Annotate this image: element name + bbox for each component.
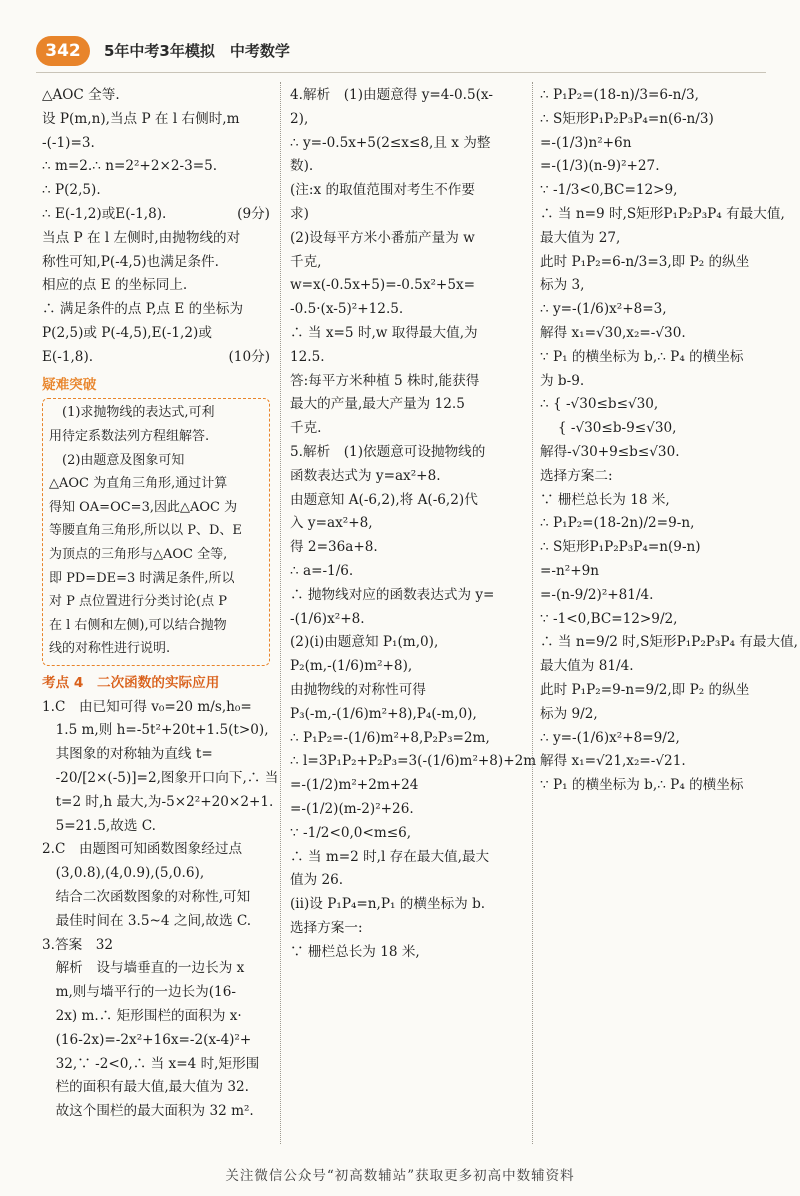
text-line (290, 251, 526, 275)
line-text: ∴ 满足条件的点 P,点 E 的坐标为 (42, 301, 244, 318)
line-text: 数). (290, 158, 314, 175)
line-text: 1.C 由已知可得 v₀=20 m/s,h₀= (42, 698, 252, 715)
text-line (42, 227, 270, 251)
line-text: P(2,5)或 P(-4,5),E(-1,2)或 (42, 324, 212, 341)
text-line (49, 472, 263, 496)
text-line (290, 108, 526, 132)
line-text: 1.5 m,则 h=-5t²+20t+1.5(t>0), (42, 722, 269, 739)
page-header (0, 0, 800, 72)
line-text: (2)(i)由题意知 P₁(m,0), (290, 634, 439, 651)
line-text: =-(1/3)n²+6n (540, 134, 632, 151)
text-line (540, 108, 776, 132)
text-line (290, 703, 526, 727)
text-line (540, 512, 776, 536)
text-line (290, 869, 526, 893)
line-text: 即 PD=DE=3 时满足条件,所以 (49, 570, 235, 586)
score-mark: (10分) (228, 348, 270, 365)
text-line (42, 838, 270, 862)
text-line (290, 798, 526, 822)
line-text: E(-1,8). (42, 348, 94, 365)
text-line (540, 441, 776, 465)
line-text: 2), (290, 110, 309, 127)
text-line (540, 322, 776, 346)
line-text: 千克. (290, 420, 322, 437)
line-text: -20/[2×(-5)]=2,图象开口向下,∴ 当 (42, 770, 279, 787)
text-line (290, 584, 526, 608)
line-text: 解析 设与墙垂直的一边长为 x (42, 960, 245, 977)
line-text: ∴ m=2.∴ n=2²+2×2-3=5. (42, 158, 218, 175)
line-text: 解得 x₁=√21,x₂=-√21. (540, 753, 686, 770)
line-text: ∵ P₁ 的横坐标为 b,∴ P₄ 的横坐标 (540, 777, 744, 794)
line-text: ∵ 栅栏总长为 18 米, (540, 491, 670, 508)
text-line (49, 401, 263, 425)
text-line (540, 393, 776, 417)
line-text: m,则与墙平行的一边长为(16- (42, 984, 236, 1001)
column-divider (532, 82, 533, 1144)
text-line (290, 655, 526, 679)
text-line (540, 227, 776, 251)
line-text: ∵ -1/3<0,BC=12>9, (540, 182, 678, 199)
line-text: 其图象的对称轴为直线 t= (42, 746, 213, 763)
text-line (42, 251, 270, 275)
book-title: 5年中考3年模拟 中考数学 (104, 42, 290, 60)
line-text: 标为 9/2, (540, 705, 598, 722)
line-text: (ii)设 P₁P₄=n,P₁ 的横坐标为 b. (290, 896, 486, 913)
text-line (290, 322, 526, 346)
line-text: =-(1/2)(m-2)²+26. (290, 800, 414, 817)
line-text: (2)设每平方米小番茄产量为 w (290, 229, 475, 246)
line-text: 4.解析 (1)由题意得 y=4-0.5(x- (290, 87, 493, 103)
line-text: 用待定系数法列方程组解答. (49, 428, 210, 444)
line-text: 故这个围栏的最大面积为 32 m². (42, 1103, 254, 1120)
hint-title: 疑难突破 (42, 376, 97, 393)
line-text: 5.解析 (1)依题意可设抛物线的 (290, 443, 486, 460)
text-line (42, 743, 270, 767)
line-text: =-(1/2)m²+2m+24 (290, 777, 419, 794)
text-line (49, 567, 263, 591)
line-text: ∴ 当 m=2 时,l 存在最大值,最大 (290, 848, 490, 865)
line-text: 栏的面积有最大值,最大值为 32. (42, 1079, 249, 1096)
line-text: { -√30≤b-9≤√30, (540, 420, 677, 437)
text-line (290, 393, 526, 417)
text-line (290, 512, 526, 536)
text-line (42, 1029, 270, 1053)
text-line (290, 750, 537, 774)
text-line (290, 893, 526, 917)
text-line (290, 727, 526, 751)
line-text: 标为 3, (540, 277, 585, 294)
text-line (42, 1100, 270, 1124)
line-text: =-n²+9n (540, 562, 599, 579)
line-text: 12.5. (290, 348, 325, 365)
line-text: 由题意知 A(-6,2),将 A(-6,2)代 (290, 491, 478, 508)
line-text: (16-2x)=-2x²+16x=-2(x-4)²+ (42, 1031, 252, 1048)
line-text: ∴ y=-0.5x+5(2≤x≤8,且 x 为整 (290, 134, 491, 151)
text-line (42, 132, 270, 156)
line-text: ∴ l=3P₁P₂+P₂P₃=3(-(1/6)m²+8)+2m (290, 753, 537, 770)
line-text: 线的对称性进行说明. (49, 641, 171, 657)
line-text: ∴ 当 x=5 时,w 取得最大值,为 (290, 324, 478, 341)
text-line (49, 425, 263, 449)
section-heading: 考点 4 二次函数的实际应用 (42, 674, 220, 691)
column-right (540, 84, 798, 798)
text-line (290, 417, 526, 441)
text-line (290, 441, 526, 465)
line-text: (1)求抛物线的表达式,可利 (49, 405, 215, 421)
text-line (42, 298, 270, 322)
line-text: ∴ P₁P₂=(18-2n)/2=9-n, (540, 515, 695, 532)
text-line (49, 543, 263, 567)
header-rule (36, 72, 766, 73)
text-line (540, 346, 776, 370)
text-line (540, 584, 776, 608)
line-text: 得知 OA=OC=3,因此△AOC 为 (49, 499, 238, 515)
column-divider (280, 82, 281, 1144)
line-text: 当点 P 在 l 左侧时,由抛物线的对 (42, 229, 241, 246)
line-text: ∵ 栅栏总长为 18 米, (290, 943, 420, 960)
line-text: 此时 P₁P₂=6-n/3=3,即 P₂ 的纵坐 (540, 253, 750, 270)
line-text: 解得 x₁=√30,x₂=-√30. (540, 324, 686, 341)
line-text: ∵ -1<0,BC=12>9/2, (540, 610, 678, 627)
text-line (540, 750, 776, 774)
line-text: ∵ -1/2<0,0<m≤6, (290, 824, 412, 841)
text-line (290, 346, 526, 370)
line-text: t=2 时,h 最大,为-5×2²+20×2+1. (42, 793, 274, 810)
line-text: 等腰直角三角形,所以以 P、D、E (49, 523, 242, 539)
line-text: -(1/6)x²+8. (290, 610, 365, 627)
score-mark: (9分) (237, 205, 270, 222)
text-line (49, 519, 263, 543)
line-text: 选择方案二: (540, 467, 613, 484)
line-text: 函数表达式为 y=ax²+8. (290, 467, 441, 484)
line-text: P₃(-m,-(1/6)m²+8),P₄(-m,0), (290, 705, 477, 722)
text-line (290, 179, 526, 203)
text-line (540, 608, 776, 632)
line-text: 最大值为 81/4. (540, 658, 634, 675)
line-text: 相应的点 E 的坐标同上. (42, 277, 188, 294)
column-left (42, 84, 279, 1124)
line-text: 最佳时间在 3.5~4 之间,故选 C. (42, 912, 252, 929)
line-text: ∴ 抛物线对应的函数表达式为 y= (290, 586, 495, 603)
text-line (540, 274, 776, 298)
text-line (42, 862, 270, 886)
line-text: ∴ y=-(1/6)x²+8=9/2, (540, 729, 680, 746)
text-line (290, 917, 526, 941)
text-line (540, 703, 776, 727)
line-text: 在 l 右侧和左侧),可以结合抛物 (49, 617, 227, 633)
line-text: 值为 26. (290, 872, 344, 889)
text-line (290, 774, 526, 798)
line-text: 最大值为 27, (540, 229, 621, 246)
text-line (540, 179, 776, 203)
text-line (290, 560, 526, 584)
line-text: 32,∵ -2<0,∴ 当 x=4 时,矩形围 (42, 1055, 260, 1072)
solution-block (42, 84, 270, 370)
text-line (290, 84, 526, 108)
line-text: 为顶点的三角形与△AOC 全等, (49, 546, 228, 562)
line-text: △AOC 全等. (42, 87, 120, 103)
text-line (540, 560, 776, 584)
text-line (42, 934, 270, 958)
line-text: -(-1)=3. (42, 134, 95, 151)
text-line (290, 274, 526, 298)
text-line (540, 536, 776, 560)
text-line (290, 227, 526, 251)
text-line (290, 608, 526, 632)
text-line (49, 449, 263, 473)
line-text: ∴ 当 n=9 时,S矩形P₁P₂P₃P₄ 有最大值, (540, 205, 785, 222)
footer-note: 关注微信公众号“初高数辅站”获取更多初高中数辅资料 (225, 1168, 575, 1184)
text-line (42, 322, 270, 346)
line-text: =-(n-9/2)²+81/4. (540, 586, 654, 603)
page-number: 342 (36, 36, 90, 66)
text-line (42, 815, 270, 839)
line-text: (2)由题意及图象可知 (49, 452, 185, 468)
text-line (42, 981, 270, 1005)
line-text: ∴ S矩形P₁P₂P₃P₄=n(9-n) (540, 539, 701, 556)
text-line (290, 679, 526, 703)
line-text: -0.5·(x-5)²+12.5. (290, 301, 404, 318)
line-text: 称性可知,P(-4,5)也满足条件. (42, 253, 219, 270)
text-line (540, 727, 776, 751)
text-line (290, 822, 526, 846)
line-text: ∴ P₁P₂=(18-n)/3=6-n/3, (540, 87, 699, 103)
text-line (290, 489, 526, 513)
text-line (290, 298, 526, 322)
text-line (540, 155, 776, 179)
solution-block (42, 696, 279, 1124)
text-line (290, 941, 526, 965)
text-line (42, 179, 270, 203)
line-text: P₂(m,-(1/6)m²+8), (290, 658, 413, 675)
line-text: =-(1/3)(n-9)²+27. (540, 158, 660, 175)
text-line (540, 84, 776, 108)
line-text: ∴ P(2,5). (42, 182, 101, 199)
line-text: 答:每平方米种植 5 株时,能获得 (290, 372, 480, 389)
line-text: ∴ 当 n=9/2 时,S矩形P₁P₂P₃P₄ 有最大值, (540, 634, 798, 651)
text-line (42, 155, 270, 179)
line-text: 5=21.5,故选 C. (42, 817, 156, 834)
text-line (42, 84, 270, 108)
text-line (540, 774, 776, 798)
line-text: 千克, (290, 253, 322, 270)
line-text: (3,0.8),(4,0.9),(5,0.6), (42, 865, 205, 882)
line-text: w=x(-0.5x+5)=-0.5x²+5x= (290, 277, 476, 294)
line-text: 由抛物线的对称性可得 (290, 681, 426, 698)
text-line (290, 536, 526, 560)
text-line (540, 251, 776, 275)
column-middle (290, 84, 537, 964)
line-text: 结合二次函数图象的对称性,可知 (42, 889, 251, 906)
line-text: 设 P(m,n),当点 P 在 l 右侧时,m (42, 110, 240, 127)
text-line (42, 719, 270, 743)
line-text: 3.答案 32 (42, 936, 114, 953)
text-line (49, 614, 263, 638)
text-line (540, 655, 776, 679)
text-line (540, 631, 798, 655)
line-text: 对 P 点位置进行分类讨论(点 P (49, 594, 227, 610)
text-line (290, 465, 526, 489)
text-line (290, 846, 526, 870)
text-line (42, 910, 270, 934)
text-line (540, 370, 776, 394)
text-line (49, 496, 263, 520)
text-line (42, 108, 270, 132)
line-text: 2x) m.∴ 矩形围栏的面积为 x· (42, 1008, 242, 1025)
line-text: 求) (290, 205, 309, 222)
text-line (42, 274, 270, 298)
text-line (42, 1005, 270, 1029)
text-line (540, 465, 776, 489)
text-line (540, 417, 776, 441)
line-text: ∵ P₁ 的横坐标为 b,∴ P₄ 的横坐标 (540, 348, 744, 365)
line-text: ∴ { -√30≤b≤√30, (540, 396, 659, 413)
text-line (540, 489, 776, 513)
text-line (42, 1076, 270, 1100)
text-line (42, 203, 270, 227)
line-text: 2.C 由题图可知函数图象经过点 (42, 841, 243, 858)
line-text: (注:x 的取值范围对考生不作要 (290, 182, 475, 199)
text-line (42, 767, 279, 791)
text-line (540, 298, 776, 322)
line-text: ∴ y=-(1/6)x²+8=3, (540, 301, 667, 318)
text-line (42, 791, 274, 815)
hint-box (42, 398, 270, 666)
text-line (42, 1053, 270, 1077)
line-text: 此时 P₁P₂=9-n=9/2,即 P₂ 的纵坐 (540, 681, 750, 698)
text-line (540, 203, 785, 227)
line-text: 最大的产量,最大产量为 12.5 (290, 396, 465, 413)
line-text: 为 b-9. (540, 372, 585, 389)
text-line (540, 679, 776, 703)
line-text: ∴ a=-1/6. (290, 562, 354, 579)
text-line (42, 957, 270, 981)
text-line (290, 370, 526, 394)
text-line (49, 590, 263, 614)
line-text: 入 y=ax²+8, (290, 515, 373, 532)
text-line (540, 132, 776, 156)
line-text: △AOC 为直角三角形,通过计算 (49, 476, 228, 492)
text-line (42, 886, 270, 910)
text-line (290, 132, 526, 156)
text-line (290, 203, 526, 227)
line-text: 选择方案一: (290, 919, 363, 936)
text-line (49, 637, 263, 661)
text-line (42, 346, 270, 370)
line-text: 解得-√30+9≤b≤√30. (540, 443, 680, 460)
text-line (290, 155, 526, 179)
text-line (42, 696, 270, 720)
line-text: ∴ P₁P₂=-(1/6)m²+8,P₂P₃=2m, (290, 729, 490, 746)
line-text: 得 2=36a+8. (290, 539, 378, 556)
text-line (290, 631, 526, 655)
line-text: ∴ S矩形P₁P₂P₃P₄=n(6-n/3) (540, 110, 714, 127)
line-text: ∴ E(-1,2)或E(-1,8). (42, 205, 167, 222)
